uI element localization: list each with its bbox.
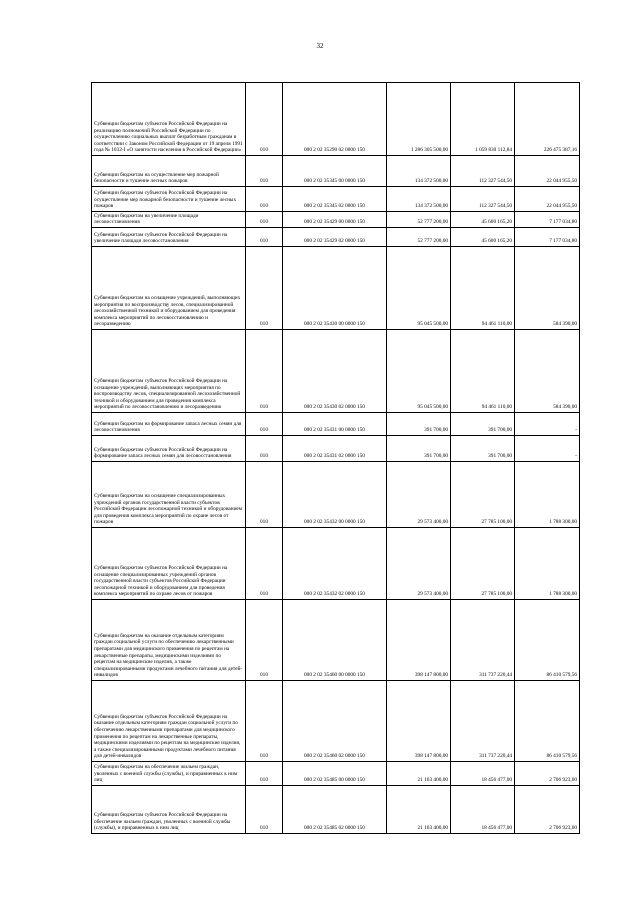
row-line-code: 010 xyxy=(246,436,283,462)
row-plan-amount: 398 147 800,00 xyxy=(387,681,451,762)
page-number: 32 xyxy=(316,42,324,50)
row-remainder-amount: 584 390,00 xyxy=(515,330,580,413)
table-row xyxy=(92,413,580,436)
table-row xyxy=(92,83,580,156)
row-remainder-amount: - xyxy=(515,413,580,436)
row-remainder-amount: 2 706 923,00 xyxy=(515,786,580,834)
row-name: Субвенции бюджетам субъектов Российской Федерации на обеспечение жильем граждан, уволенных с военной службы (службы), и приравненных к ним лиц xyxy=(92,786,246,834)
row-executed-amount: 112 327 544,50 xyxy=(451,156,515,187)
row-executed-amount: 18 456 477,00 xyxy=(451,762,515,786)
table-row xyxy=(92,528,580,600)
row-executed-amount: 45 600 165,20 xyxy=(451,228,515,247)
row-remainder-amount: 2 706 923,00 xyxy=(515,762,580,786)
row-budget-code: 000 2 02 35431 00 0000 150 xyxy=(283,413,387,436)
row-name: Субвенции бюджетам на увеличение площади лесовосстановления xyxy=(92,212,246,228)
table-row xyxy=(92,462,580,528)
table-row xyxy=(92,436,580,462)
table-row xyxy=(92,228,580,247)
row-plan-amount: 29 573 400,00 xyxy=(387,528,451,600)
row-name: Субвенции бюджетам субъектов Российской Федерации на формирование запаса лесных семян для лесовосстановления xyxy=(92,436,246,462)
row-budget-code: 000 2 02 35485 02 0000 150 xyxy=(283,786,387,834)
row-executed-amount: 27 785 100,00 xyxy=(451,462,515,528)
row-line-code: 010 xyxy=(246,228,283,247)
row-executed-amount: 18 456 477,00 xyxy=(451,786,515,834)
row-plan-amount: 391 700,00 xyxy=(387,413,451,436)
row-remainder-amount: 7 177 034,80 xyxy=(515,228,580,247)
row-plan-amount: 52 777 200,00 xyxy=(387,228,451,247)
row-name: Субвенции бюджетам на обеспечение жильем граждан, уволенных с военной службы (службы), и приравненных к ним лиц xyxy=(92,762,246,786)
row-name: Субвенции бюджетам на осуществление мер пожарной безопасности и тушение лесных пожаров xyxy=(92,156,246,187)
row-remainder-amount: 86 410 579,56 xyxy=(515,681,580,762)
row-name: Субвенции бюджетам субъектов Российской Федерации на оказание отдельным категориям граждан социальной услуги по обеспечению лекарственными препаратами для медицинского применения по рецептам на лекарственные препараты, медицинскими изделиями по рецептам на медицинские изделия, а также специализированными продуктами лечебного питания для детей-инвалидов xyxy=(92,681,246,762)
row-name: Субвенции бюджетам субъектов Российской Федерации на оснащение учреждений, выполняющих мероприятия по воспроизводству лесов, специализированной лесохозяйственной техникой и оборудованием для проведения комплекса мероприятий по лесовосстановлению и лесоразведению xyxy=(92,330,246,413)
row-executed-amount: 391 700,00 xyxy=(451,413,515,436)
row-executed-amount: 27 785 100,00 xyxy=(451,528,515,600)
row-plan-amount: 52 777 200,00 xyxy=(387,212,451,228)
row-remainder-amount: 226 475 387,16 xyxy=(515,83,580,156)
row-plan-amount: 95 045 500,00 xyxy=(387,330,451,413)
row-name: Субвенции бюджетам на оснащение специализированных учреждений органов государственной власти субъектов Российской Федерации лесопожарной техникой и оборудованием для проведения комплекса мероприятий по охране лесов от пожаров xyxy=(92,462,246,528)
row-executed-amount: 391 700,00 xyxy=(451,436,515,462)
row-line-code: 010 xyxy=(246,156,283,187)
row-budget-code: 000 2 02 35345 02 0000 150 xyxy=(283,187,387,212)
row-executed-amount: 311 737 220,44 xyxy=(451,600,515,681)
row-executed-amount: 1 059 830 112,84 xyxy=(451,83,515,156)
row-remainder-amount: 22 044 955,50 xyxy=(515,156,580,187)
row-line-code: 010 xyxy=(246,681,283,762)
row-executed-amount: 45 600 165,20 xyxy=(451,212,515,228)
row-remainder-amount: 1 788 300,00 xyxy=(515,528,580,600)
row-remainder-amount: 584 390,00 xyxy=(515,247,580,330)
row-line-code: 010 xyxy=(246,187,283,212)
row-executed-amount: 94 461 110,00 xyxy=(451,330,515,413)
row-budget-code: 000 2 02 35460 02 0000 150 xyxy=(283,681,387,762)
table-row xyxy=(92,681,580,762)
row-remainder-amount: 1 788 300,00 xyxy=(515,462,580,528)
row-budget-code: 000 2 02 35429 02 0000 150 xyxy=(283,228,387,247)
row-remainder-amount: 22 044 955,50 xyxy=(515,187,580,212)
table-row xyxy=(92,786,580,834)
row-plan-amount: 21 163 400,00 xyxy=(387,762,451,786)
table-row xyxy=(92,600,580,681)
row-plan-amount: 391 700,00 xyxy=(387,436,451,462)
row-plan-amount: 134 372 500,00 xyxy=(387,156,451,187)
row-budget-code: 000 2 02 35345 00 0000 150 xyxy=(283,156,387,187)
table-row xyxy=(92,762,580,786)
row-executed-amount: 311 737 220,44 xyxy=(451,681,515,762)
row-remainder-amount: 86 410 579,56 xyxy=(515,600,580,681)
row-budget-code: 000 2 02 35429 00 0000 150 xyxy=(283,212,387,228)
row-line-code: 010 xyxy=(246,600,283,681)
row-line-code: 010 xyxy=(246,528,283,600)
row-line-code: 010 xyxy=(246,786,283,834)
row-name: Субвенции бюджетам на оказание отдельным категориям граждан социальной услуги по обеспечению лекарственными препаратами для медицинского применения по рецептам на лекарственные препараты, медицинскими изделиями по рецептам на медицинские изделия, а также специализированными продуктами лечебного питания для детей-инвалидов xyxy=(92,600,246,681)
row-line-code: 010 xyxy=(246,83,283,156)
row-plan-amount: 95 045 500,00 xyxy=(387,247,451,330)
row-remainder-amount: 7 177 034,80 xyxy=(515,212,580,228)
row-plan-amount: 134 372 500,00 xyxy=(387,187,451,212)
row-line-code: 010 xyxy=(246,330,283,413)
row-name: Субвенции бюджетам субъектов Российской Федерации на осуществление мер пожарной безопасности и тушение лесных пожаров xyxy=(92,187,246,212)
row-line-code: 010 xyxy=(246,462,283,528)
row-budget-code: 000 2 02 35430 02 0000 150 xyxy=(283,330,387,413)
row-executed-amount: 112 327 544,50 xyxy=(451,187,515,212)
budget-revenue-table xyxy=(91,82,580,834)
table-row xyxy=(92,187,580,212)
table-row xyxy=(92,212,580,228)
row-name: Субвенции бюджетам на оснащение учреждений, выполняющих мероприятия по воспроизводству лесов, специализированной лесохозяйственной техникой и оборудованием для проведения комплекса мероприятий по лесовосстановлению и лесоразведению xyxy=(92,247,246,330)
row-name: Субвенции бюджетам субъектов Российской Федерации на оснащение специализированных учреждений органов государственной власти субъектов Российской Федерации лесопожарной техникой и оборудованием для проведения комплекса мероприятий по охране лесов от пожаров xyxy=(92,528,246,600)
row-budget-code: 000 2 02 35432 02 0000 150 xyxy=(283,528,387,600)
row-line-code: 010 xyxy=(246,247,283,330)
row-budget-code: 000 2 02 35460 00 0000 150 xyxy=(283,600,387,681)
row-remainder-amount: - xyxy=(515,436,580,462)
row-line-code: 010 xyxy=(246,212,283,228)
row-budget-code: 000 2 02 35430 00 0000 150 xyxy=(283,247,387,330)
row-budget-code: 000 2 02 35290 02 0000 150 xyxy=(283,83,387,156)
row-line-code: 010 xyxy=(246,413,283,436)
table-row xyxy=(92,156,580,187)
row-plan-amount: 1 286 305 500,00 xyxy=(387,83,451,156)
row-budget-code: 000 2 02 35432 00 0000 150 xyxy=(283,462,387,528)
row-plan-amount: 398 147 800,00 xyxy=(387,600,451,681)
row-line-code: 010 xyxy=(246,762,283,786)
table-row xyxy=(92,330,580,413)
row-budget-code: 000 2 02 35431 02 0000 150 xyxy=(283,436,387,462)
row-plan-amount: 29 573 400,00 xyxy=(387,462,451,528)
row-plan-amount: 21 163 400,00 xyxy=(387,786,451,834)
table-row xyxy=(92,247,580,330)
row-name: Субвенции бюджетам субъектов Российской Федерации на реализацию полномочий Российской Федерации по осуществлению социальных выплат безработным гражданам в соответствии с Законом Российской Федерации от 19 апреля 1991 года № 1032-I «О занятости населения в Российской Федерации» xyxy=(92,83,246,156)
row-budget-code: 000 2 02 35485 00 0000 150 xyxy=(283,762,387,786)
row-name: Субвенции бюджетам субъектов Российской Федерации на увеличение площади лесовосстановления xyxy=(92,228,246,247)
row-executed-amount: 94 461 110,00 xyxy=(451,247,515,330)
row-name: Субвенции бюджетам на формирование запаса лесных семян для лесовосстановления xyxy=(92,413,246,436)
